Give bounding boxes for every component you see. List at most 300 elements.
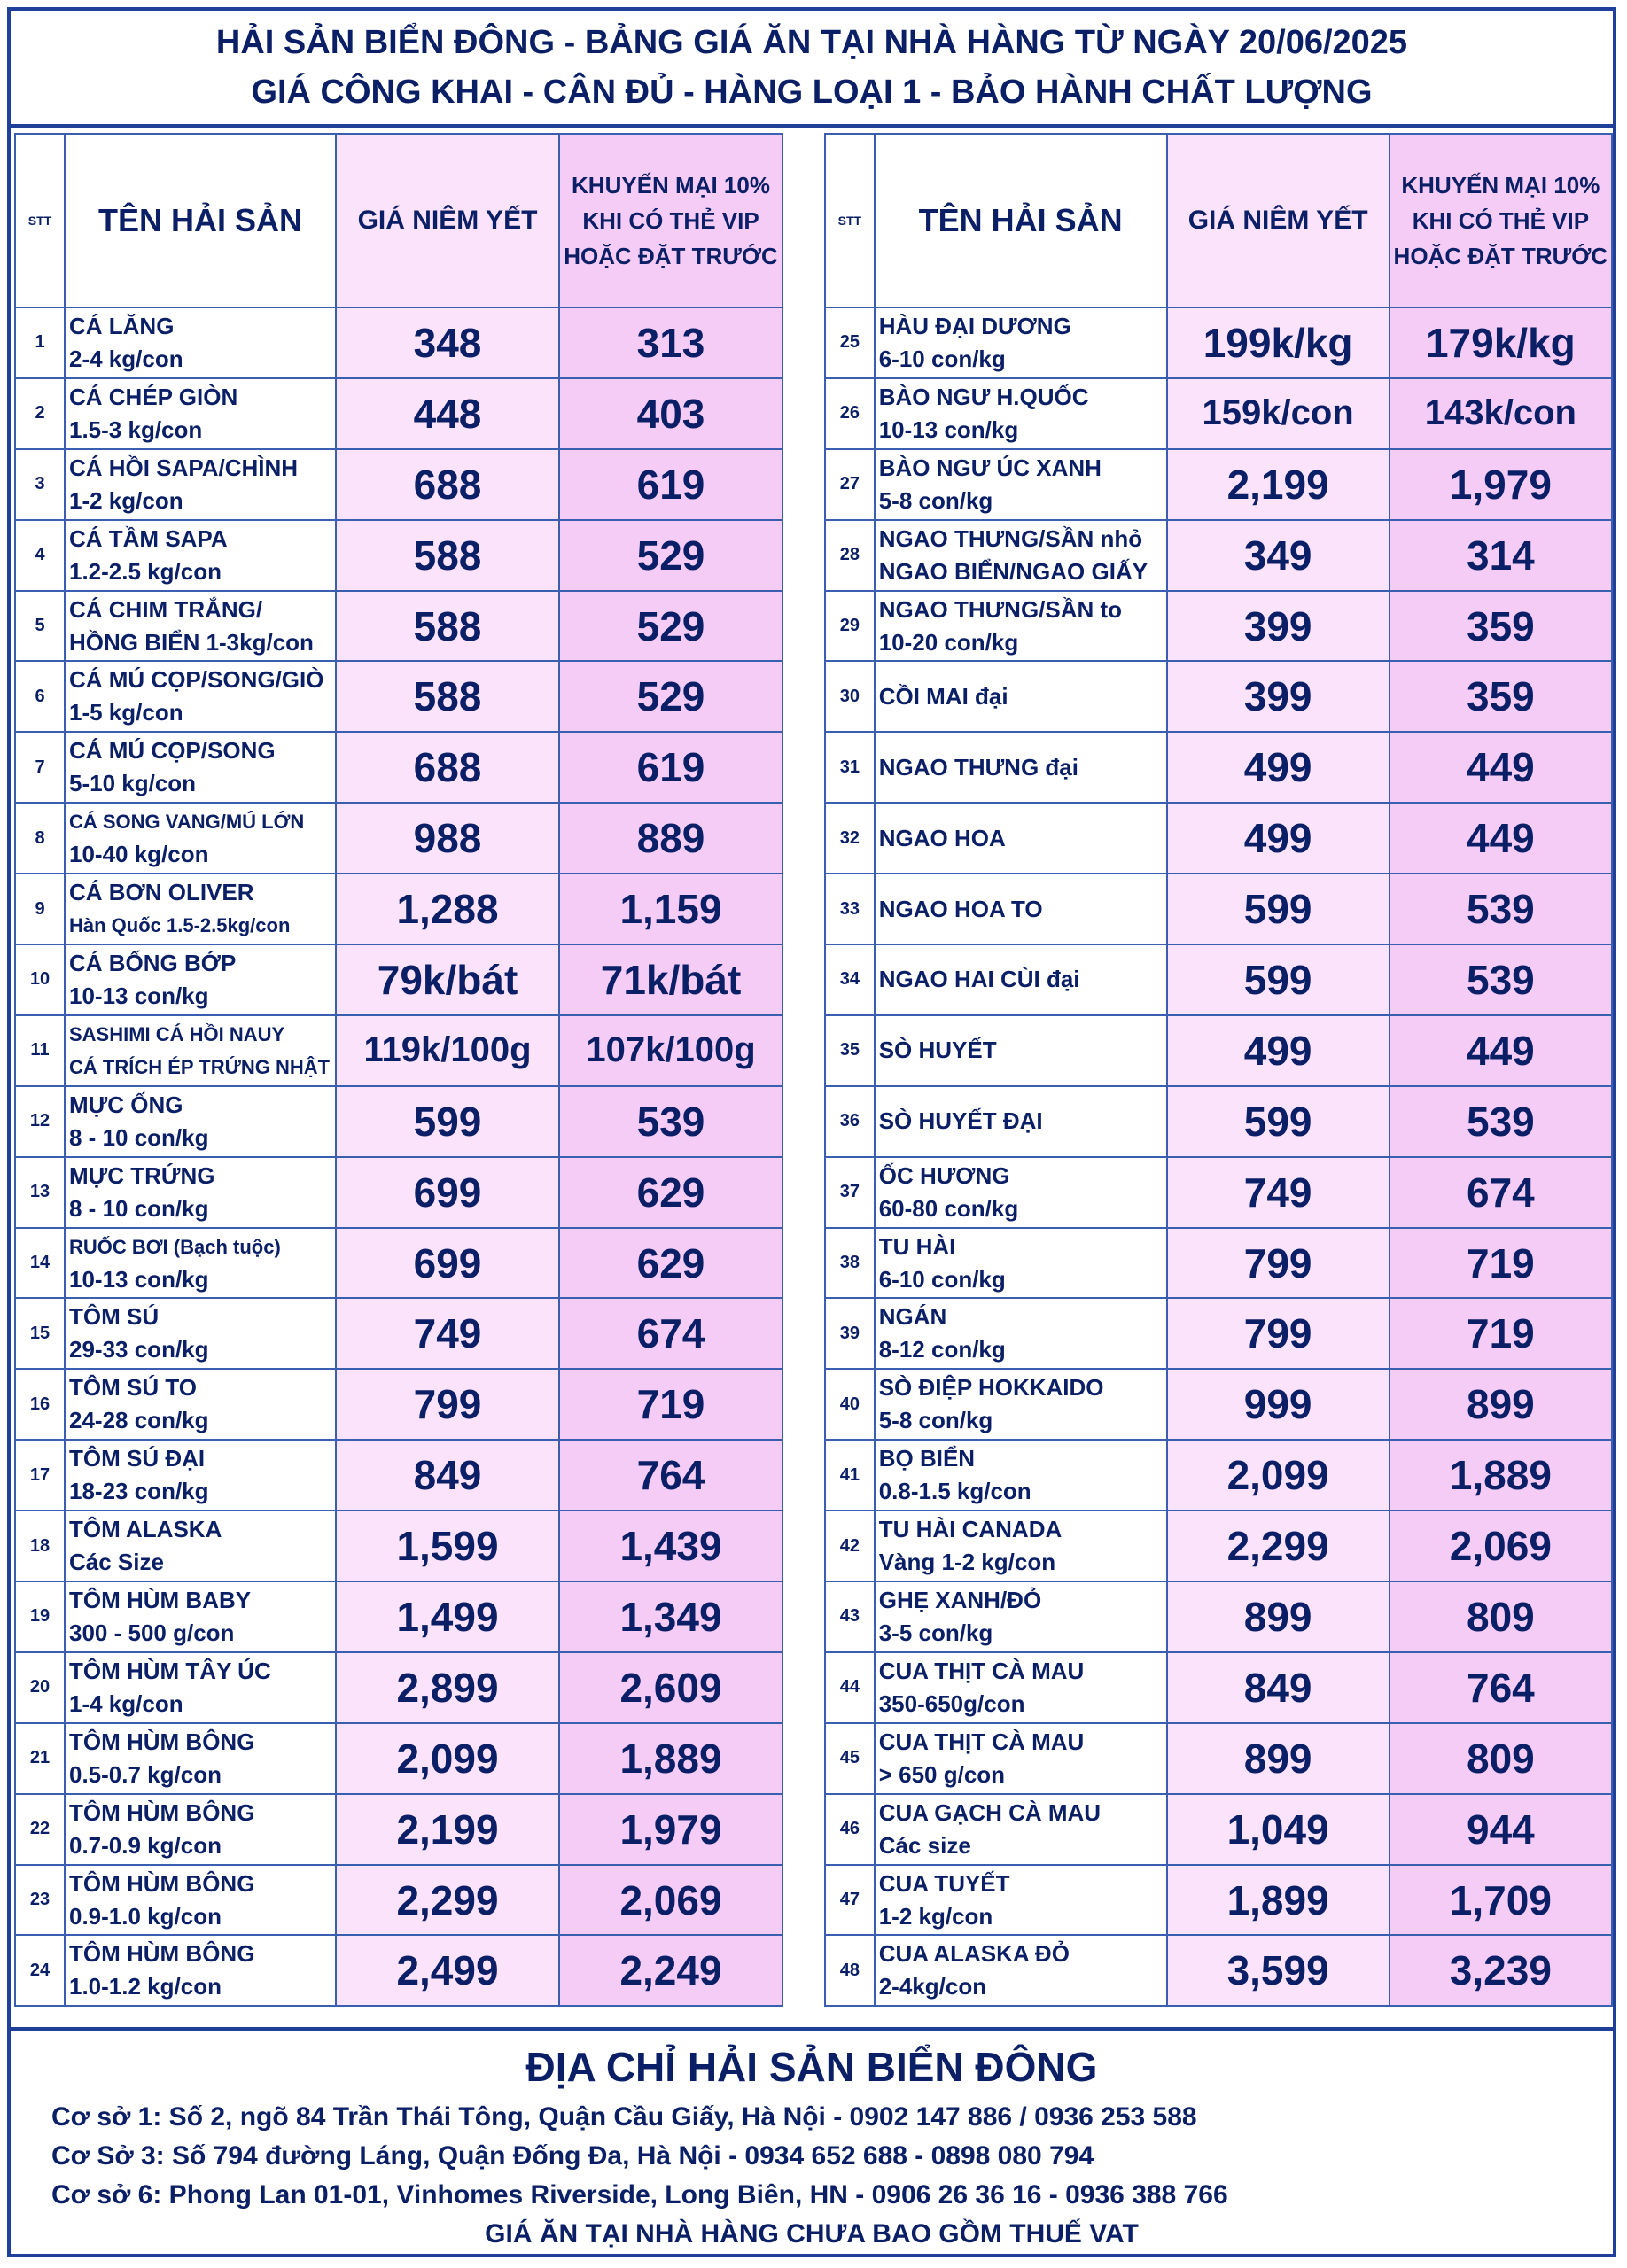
item-price: 1,499 — [336, 1581, 559, 1652]
item-name — [875, 1157, 1167, 1228]
table-row — [825, 1935, 1612, 2006]
item-name — [65, 1228, 336, 1299]
table-row — [825, 944, 1612, 1015]
item-price: 2,199 — [1167, 449, 1390, 520]
item-price: 688 — [336, 449, 559, 520]
table-header-row — [825, 134, 1612, 307]
item-price: 2,099 — [336, 1723, 559, 1794]
table-row — [15, 520, 782, 591]
item-name — [65, 1865, 336, 1936]
col-promo-line1: KHUYẾN MẠI 10% — [1401, 172, 1600, 198]
item-price: 2,899 — [336, 1652, 559, 1723]
item-name — [65, 1511, 336, 1581]
item-name — [875, 1511, 1167, 1581]
item-name — [65, 732, 336, 803]
item-name-text: ỐC HƯƠNG — [878, 1161, 1010, 1189]
item-price: 699 — [336, 1228, 559, 1299]
item-name — [875, 520, 1167, 591]
table-row — [825, 1369, 1612, 1440]
item-size: 10-13 con/kg — [69, 982, 209, 1009]
table-header-row — [15, 134, 782, 307]
item-size: 1-2 kg/con — [69, 486, 183, 514]
item-size: NGAO BIỂN/NGAO GIẤY — [878, 557, 1148, 585]
item-stt: 21 — [15, 1723, 65, 1794]
item-stt: 37 — [825, 1157, 875, 1228]
item-name — [875, 1086, 1167, 1157]
item-name — [65, 1015, 336, 1086]
item-name-text: CÁ CHIM TRẮNG/ — [69, 595, 263, 623]
item-promo-price: 449 — [1390, 1015, 1612, 1086]
item-size: 5-10 kg/con — [69, 770, 197, 797]
item-promo-price: 1,349 — [559, 1581, 782, 1652]
item-name-text: CÁ SONG VANG/MÚ LỚN — [69, 811, 305, 834]
item-stt: 11 — [15, 1015, 65, 1086]
item-size: 300 - 500 g/con — [69, 1619, 235, 1646]
item-name — [875, 1723, 1167, 1794]
col-stt: STT — [825, 134, 875, 307]
item-price: 688 — [336, 732, 559, 803]
col-promo — [1390, 134, 1612, 307]
table-row — [15, 1369, 782, 1440]
item-name-text: TÔM HÙM BÔNG — [69, 1869, 255, 1897]
item-size: 29-33 con/kg — [69, 1336, 209, 1363]
item-stt: 4 — [15, 520, 65, 591]
item-promo-price: 1,979 — [1390, 449, 1612, 520]
item-stt: 19 — [15, 1581, 65, 1652]
item-promo-price: 719 — [1390, 1228, 1612, 1299]
item-stt: 16 — [15, 1369, 65, 1440]
item-promo-price: 1,709 — [1390, 1865, 1612, 1936]
col-promo-line3: HOẶC ĐẶT TRƯỚC — [564, 243, 778, 269]
item-stt: 31 — [825, 732, 875, 803]
item-name-text: BÀO NGƯ ÚC XANH — [878, 454, 1102, 481]
item-size: 8 - 10 con/kg — [69, 1194, 209, 1222]
item-promo-price: 2,069 — [1390, 1511, 1612, 1581]
item-promo-price: 619 — [559, 449, 782, 520]
price-table-left — [14, 133, 783, 2007]
item-name-text: CÁ MÚ CỌP/SONG/GIÒ — [69, 666, 324, 694]
item-stt: 23 — [15, 1865, 65, 1936]
item-name-text: NGAO THƯNG/SẦN nhỏ — [878, 524, 1143, 552]
item-price: 849 — [1167, 1652, 1390, 1723]
item-name — [875, 803, 1167, 874]
item-promo-price: 539 — [1390, 1086, 1612, 1157]
item-stt: 44 — [825, 1652, 875, 1723]
item-name-text: NGAO THƯNG/SẦN to — [878, 595, 1123, 623]
item-name — [875, 307, 1167, 378]
item-size: 24-28 con/kg — [69, 1407, 209, 1434]
item-name-text: CUA THỊT CÀ MAU — [878, 1657, 1085, 1684]
item-price: 499 — [1167, 732, 1390, 803]
item-name-text: CÁ HỒI SAPA/CHÌNH — [69, 454, 299, 481]
table-body-right — [825, 307, 1612, 2006]
item-name — [875, 661, 1167, 732]
item-stt: 27 — [825, 449, 875, 520]
table-body-left — [15, 307, 782, 2006]
table-row — [15, 1652, 782, 1723]
item-price: 1,599 — [336, 1511, 559, 1581]
item-name — [65, 661, 336, 732]
item-name-text: CUA GẠCH CÀ MAU — [878, 1798, 1102, 1826]
table-row — [825, 1157, 1612, 1228]
table-row — [825, 449, 1612, 520]
item-name — [65, 1157, 336, 1228]
item-name — [875, 1440, 1167, 1511]
item-size: Vàng 1-2 kg/con — [878, 1549, 1056, 1576]
item-name-text: BỌ BIỂN — [878, 1445, 976, 1472]
item-name — [65, 449, 336, 520]
item-name-text: TÔM HÙM TÂY ÚC — [69, 1657, 271, 1684]
item-name — [875, 944, 1167, 1015]
table-row — [825, 661, 1612, 732]
item-promo-price: 529 — [559, 520, 782, 591]
item-price: 3,599 — [1167, 1935, 1390, 2006]
item-price: 1,899 — [1167, 1865, 1390, 1936]
item-promo-price: 529 — [559, 661, 782, 732]
item-size: Hàn Quốc 1.5-2.5kg/con — [69, 914, 291, 937]
item-promo-price: 1,889 — [559, 1723, 782, 1794]
item-promo-price: 764 — [559, 1440, 782, 1511]
item-name — [875, 1652, 1167, 1723]
item-stt: 13 — [15, 1157, 65, 1228]
item-stt: 45 — [825, 1723, 875, 1794]
item-name — [875, 1865, 1167, 1936]
item-size: 10-13 con/kg — [69, 1265, 209, 1293]
item-promo-price: 944 — [1390, 1794, 1612, 1865]
item-price: 899 — [1167, 1723, 1390, 1794]
item-stt: 35 — [825, 1015, 875, 1086]
item-size: 6-10 con/kg — [878, 345, 1006, 372]
item-size: 10-13 con/kg — [878, 416, 1019, 443]
item-size: 3-5 con/kg — [878, 1619, 993, 1646]
item-stt: 12 — [15, 1086, 65, 1157]
item-stt: 10 — [15, 944, 65, 1015]
item-price: 749 — [1167, 1157, 1390, 1228]
item-price: 2,099 — [1167, 1440, 1390, 1511]
item-promo-price: 449 — [1390, 803, 1612, 874]
item-price: 799 — [336, 1369, 559, 1440]
table-row — [15, 1157, 782, 1228]
address-6: Cơ sở 6: Phong Lan 01-01, Vinhomes Riverside, Long Biên, HN - 0906 26 36 16 - 0936 388 766 — [51, 2180, 1228, 2210]
item-size: 350-650g/con — [878, 1689, 1025, 1717]
item-stt: 9 — [15, 874, 65, 944]
item-stt: 15 — [15, 1298, 65, 1369]
item-size: 10-20 con/kg — [878, 628, 1019, 656]
col-promo — [559, 134, 782, 307]
item-name — [875, 1015, 1167, 1086]
table-row — [825, 1865, 1612, 1936]
item-stt: 42 — [825, 1511, 875, 1581]
item-price: 499 — [1167, 1015, 1390, 1086]
item-price: 699 — [336, 1157, 559, 1228]
table-row — [825, 1723, 1612, 1794]
item-size: 1.0-1.2 kg/con — [69, 1973, 222, 2000]
item-name — [65, 944, 336, 1015]
item-promo-price: 619 — [559, 732, 782, 803]
item-promo-price: 539 — [1390, 944, 1612, 1015]
item-name — [875, 874, 1167, 944]
item-promo-price: 719 — [1390, 1298, 1612, 1369]
item-promo-price: 107k/100g — [559, 1015, 782, 1086]
item-promo-price: 359 — [1390, 591, 1612, 662]
item-stt: 29 — [825, 591, 875, 662]
item-price: 399 — [1167, 661, 1390, 732]
col-stt: STT — [15, 134, 65, 307]
item-name-text: CÁ CHÉP GIÒN — [69, 383, 238, 410]
table-row — [15, 874, 782, 944]
item-stt: 41 — [825, 1440, 875, 1511]
item-promo-price: 1,979 — [559, 1794, 782, 1865]
item-price: 499 — [1167, 803, 1390, 874]
item-name-text: TÔM SÚ TO — [69, 1374, 197, 1402]
table-row — [825, 307, 1612, 378]
item-name — [875, 449, 1167, 520]
item-size: 2-4kg/con — [878, 1973, 987, 2000]
item-size: 1-4 kg/con — [69, 1689, 183, 1717]
item-price: 588 — [336, 661, 559, 732]
item-stt: 1 — [15, 307, 65, 378]
item-name — [875, 591, 1167, 662]
item-stt: 20 — [15, 1652, 65, 1723]
item-name-text: MỰC TRỨNG — [69, 1161, 215, 1189]
item-stt: 38 — [825, 1228, 875, 1299]
item-price: 199k/kg — [1167, 307, 1390, 378]
item-name-text: SÒ ĐIỆP HOKKAIDO — [878, 1374, 1104, 1402]
table-row — [825, 1015, 1612, 1086]
item-stt: 47 — [825, 1865, 875, 1936]
table-row — [15, 1581, 782, 1652]
table-row — [825, 520, 1612, 591]
item-price: 988 — [336, 803, 559, 874]
item-promo-price: 403 — [559, 378, 782, 449]
table-row — [15, 1794, 782, 1865]
item-price: 588 — [336, 520, 559, 591]
item-price: 348 — [336, 307, 559, 378]
item-name-text: CÁ LĂNG — [69, 312, 175, 339]
item-name — [65, 520, 336, 591]
item-stt: 40 — [825, 1369, 875, 1440]
item-size: 0.8-1.5 kg/con — [878, 1478, 1031, 1505]
item-promo-price: 3,239 — [1390, 1935, 1612, 2006]
table-row — [15, 1440, 782, 1511]
item-size: 1.5-3 kg/con — [69, 416, 203, 443]
item-name — [65, 803, 336, 874]
item-price: 1,288 — [336, 874, 559, 944]
item-promo-price: 143k/con — [1390, 378, 1612, 449]
item-name-text: NGÁN — [878, 1303, 947, 1331]
item-size: 60-80 con/kg — [878, 1194, 1019, 1222]
col-promo-line1: KHUYẾN MẠI 10% — [572, 172, 770, 198]
item-promo-price: 764 — [1390, 1652, 1612, 1723]
table-row — [825, 1440, 1612, 1511]
item-price: 2,199 — [336, 1794, 559, 1865]
item-name-text: SÒ HUYẾT — [878, 1037, 997, 1064]
item-promo-price: 809 — [1390, 1581, 1612, 1652]
item-size: 8 - 10 con/kg — [69, 1123, 209, 1151]
item-name-text: NGAO THƯNG đại — [878, 753, 1078, 781]
item-price: 799 — [1167, 1228, 1390, 1299]
item-name — [875, 1298, 1167, 1369]
item-stt: 43 — [825, 1581, 875, 1652]
item-promo-price: 179k/kg — [1390, 307, 1612, 378]
item-name — [65, 307, 336, 378]
item-price: 899 — [1167, 1581, 1390, 1652]
item-size: 5-8 con/kg — [878, 1407, 993, 1434]
item-stt: 32 — [825, 803, 875, 874]
col-promo-line2: KHI CÓ THẺ VIP — [1412, 207, 1590, 234]
item-size: Các Size — [69, 1549, 164, 1576]
item-price: 2,299 — [336, 1865, 559, 1936]
item-name-text: TÔM HÙM BÔNG — [69, 1798, 255, 1826]
item-name-text: NGAO HOA — [878, 824, 1006, 851]
item-stt: 28 — [825, 520, 875, 591]
item-stt: 33 — [825, 874, 875, 944]
table-row — [15, 1015, 782, 1086]
table-row — [15, 803, 782, 874]
item-size: Các size — [878, 1831, 971, 1859]
item-price: 349 — [1167, 520, 1390, 591]
table-row — [15, 1086, 782, 1157]
item-name-text: CÁ MÚ CỌP/SONG — [69, 737, 276, 765]
table-row — [825, 1794, 1612, 1865]
item-name-text: SÒ HUYẾT ĐẠI — [878, 1107, 1043, 1135]
item-name-text: NGAO HAI CÙI đại — [878, 966, 1080, 993]
table-row — [15, 1298, 782, 1369]
item-name — [65, 1086, 336, 1157]
item-price: 599 — [1167, 944, 1390, 1015]
table-row — [15, 661, 782, 732]
item-promo-price: 674 — [559, 1298, 782, 1369]
item-promo-price: 629 — [559, 1157, 782, 1228]
item-name-text: TÔM ALASKA — [69, 1516, 222, 1543]
item-promo-price: 674 — [1390, 1157, 1612, 1228]
item-promo-price: 313 — [559, 307, 782, 378]
item-promo-price: 71k/bát — [559, 944, 782, 1015]
footer-title: ĐỊA CHỈ HẢI SẢN BIỂN ĐÔNG — [525, 2044, 1098, 2090]
item-stt: 17 — [15, 1440, 65, 1511]
item-name-text: SASHIMI CÁ HỒI NAUY — [69, 1022, 285, 1045]
item-promo-price: 2,249 — [559, 1935, 782, 2006]
item-name-text: TÔM SÚ ĐẠI — [69, 1445, 206, 1472]
item-name-text: GHẸ XANH/ĐỎ — [878, 1586, 1042, 1613]
item-stt: 7 — [15, 732, 65, 803]
table-row — [15, 449, 782, 520]
item-name-text: TU HÀI CANADA — [878, 1516, 1063, 1543]
item-stt: 39 — [825, 1298, 875, 1369]
price-board — [7, 7, 1616, 2257]
item-promo-price: 719 — [559, 1369, 782, 1440]
item-promo-price: 2,609 — [559, 1652, 782, 1723]
item-name — [65, 1794, 336, 1865]
item-stt: 22 — [15, 1794, 65, 1865]
item-size: 8-12 con/kg — [878, 1336, 1006, 1363]
item-promo-price: 899 — [1390, 1369, 1612, 1440]
item-name — [875, 1228, 1167, 1299]
item-promo-price: 539 — [1390, 874, 1612, 944]
price-table-right — [824, 133, 1613, 2007]
item-size: 0.5-0.7 kg/con — [69, 1760, 222, 1788]
item-size: 1.2-2.5 kg/con — [69, 557, 222, 585]
item-name-text: CỒI MAI đại — [878, 682, 1008, 710]
item-name — [65, 591, 336, 662]
item-size: 0.9-1.0 kg/con — [69, 1902, 222, 1930]
item-stt: 25 — [825, 307, 875, 378]
item-stt: 5 — [15, 591, 65, 662]
item-name — [65, 1652, 336, 1723]
item-price: 159k/con — [1167, 378, 1390, 449]
item-name-text: BÀO NGƯ H.QUỐC — [878, 383, 1089, 410]
item-price: 2,499 — [336, 1935, 559, 2006]
item-name-text: TU HÀI — [878, 1232, 956, 1260]
item-name-text: HÀU ĐẠI DƯƠNG — [878, 312, 1071, 339]
item-name — [65, 1723, 336, 1794]
item-name-text: NGAO HOA TO — [878, 895, 1043, 922]
item-name-text: TÔM SÚ — [69, 1303, 160, 1331]
table-row — [15, 944, 782, 1015]
col-price: GIÁ NIÊM YẾT — [1167, 134, 1390, 307]
item-name-text: CÁ TẦM SAPA — [69, 524, 228, 552]
table-row — [825, 732, 1612, 803]
table-row — [825, 874, 1612, 944]
table-row — [15, 1228, 782, 1299]
item-promo-price: 629 — [559, 1228, 782, 1299]
col-promo-line3: HOẶC ĐẶT TRƯỚC — [1393, 243, 1608, 269]
item-price: 999 — [1167, 1369, 1390, 1440]
item-promo-price: 889 — [559, 803, 782, 874]
item-stt: 14 — [15, 1228, 65, 1299]
item-size: CÁ TRÍCH ÉP TRỨNG NHẬT — [69, 1055, 331, 1078]
item-promo-price: 449 — [1390, 732, 1612, 803]
table-row — [15, 591, 782, 662]
item-name-text: TÔM HÙM BÔNG — [69, 1728, 255, 1755]
item-name — [65, 1935, 336, 2006]
item-stt: 18 — [15, 1511, 65, 1581]
item-promo-price: 359 — [1390, 661, 1612, 732]
table-row — [15, 1723, 782, 1794]
table-row — [825, 803, 1612, 874]
item-promo-price: 1,159 — [559, 874, 782, 944]
item-name-text: CÁ BƠN OLIVER — [69, 879, 254, 906]
item-price: 1,049 — [1167, 1794, 1390, 1865]
item-stt: 24 — [15, 1935, 65, 2006]
item-price: 588 — [336, 591, 559, 662]
item-size: HỒNG BIỂN 1-3kg/con — [69, 628, 314, 656]
item-name-text: TÔM HÙM BABY — [69, 1586, 252, 1613]
item-name-text: CUA TUYẾT — [878, 1869, 1010, 1897]
item-name — [875, 1581, 1167, 1652]
item-price: 849 — [336, 1440, 559, 1511]
item-name — [875, 1935, 1167, 2006]
item-promo-price: 529 — [559, 591, 782, 662]
table-row — [825, 1298, 1612, 1369]
item-stt: 6 — [15, 661, 65, 732]
header — [11, 11, 1613, 128]
item-price: 2,299 — [1167, 1511, 1390, 1581]
item-price: 599 — [1167, 874, 1390, 944]
vat-note: GIÁ ĂN TẠI NHÀ HÀNG CHƯA BAO GỒM THUẾ VAT — [485, 2219, 1139, 2249]
item-stt: 26 — [825, 378, 875, 449]
item-name-text: MỰC ỐNG — [69, 1091, 183, 1118]
item-name — [875, 378, 1167, 449]
col-promo-line2: KHI CÓ THẺ VIP — [582, 207, 759, 234]
item-promo-price: 1,889 — [1390, 1440, 1612, 1511]
address-3: Cơ Sở 3: Số 794 đường Láng, Quận Đống Đa, Hà Nội - 0934 652 688 - 0898 080 794 — [51, 2141, 1094, 2171]
col-name: TÊN HẢI SẢN — [65, 134, 336, 307]
item-price: 79k/bát — [336, 944, 559, 1015]
item-size: 1-5 kg/con — [69, 699, 183, 726]
item-price: 399 — [1167, 591, 1390, 662]
table-row — [825, 378, 1612, 449]
